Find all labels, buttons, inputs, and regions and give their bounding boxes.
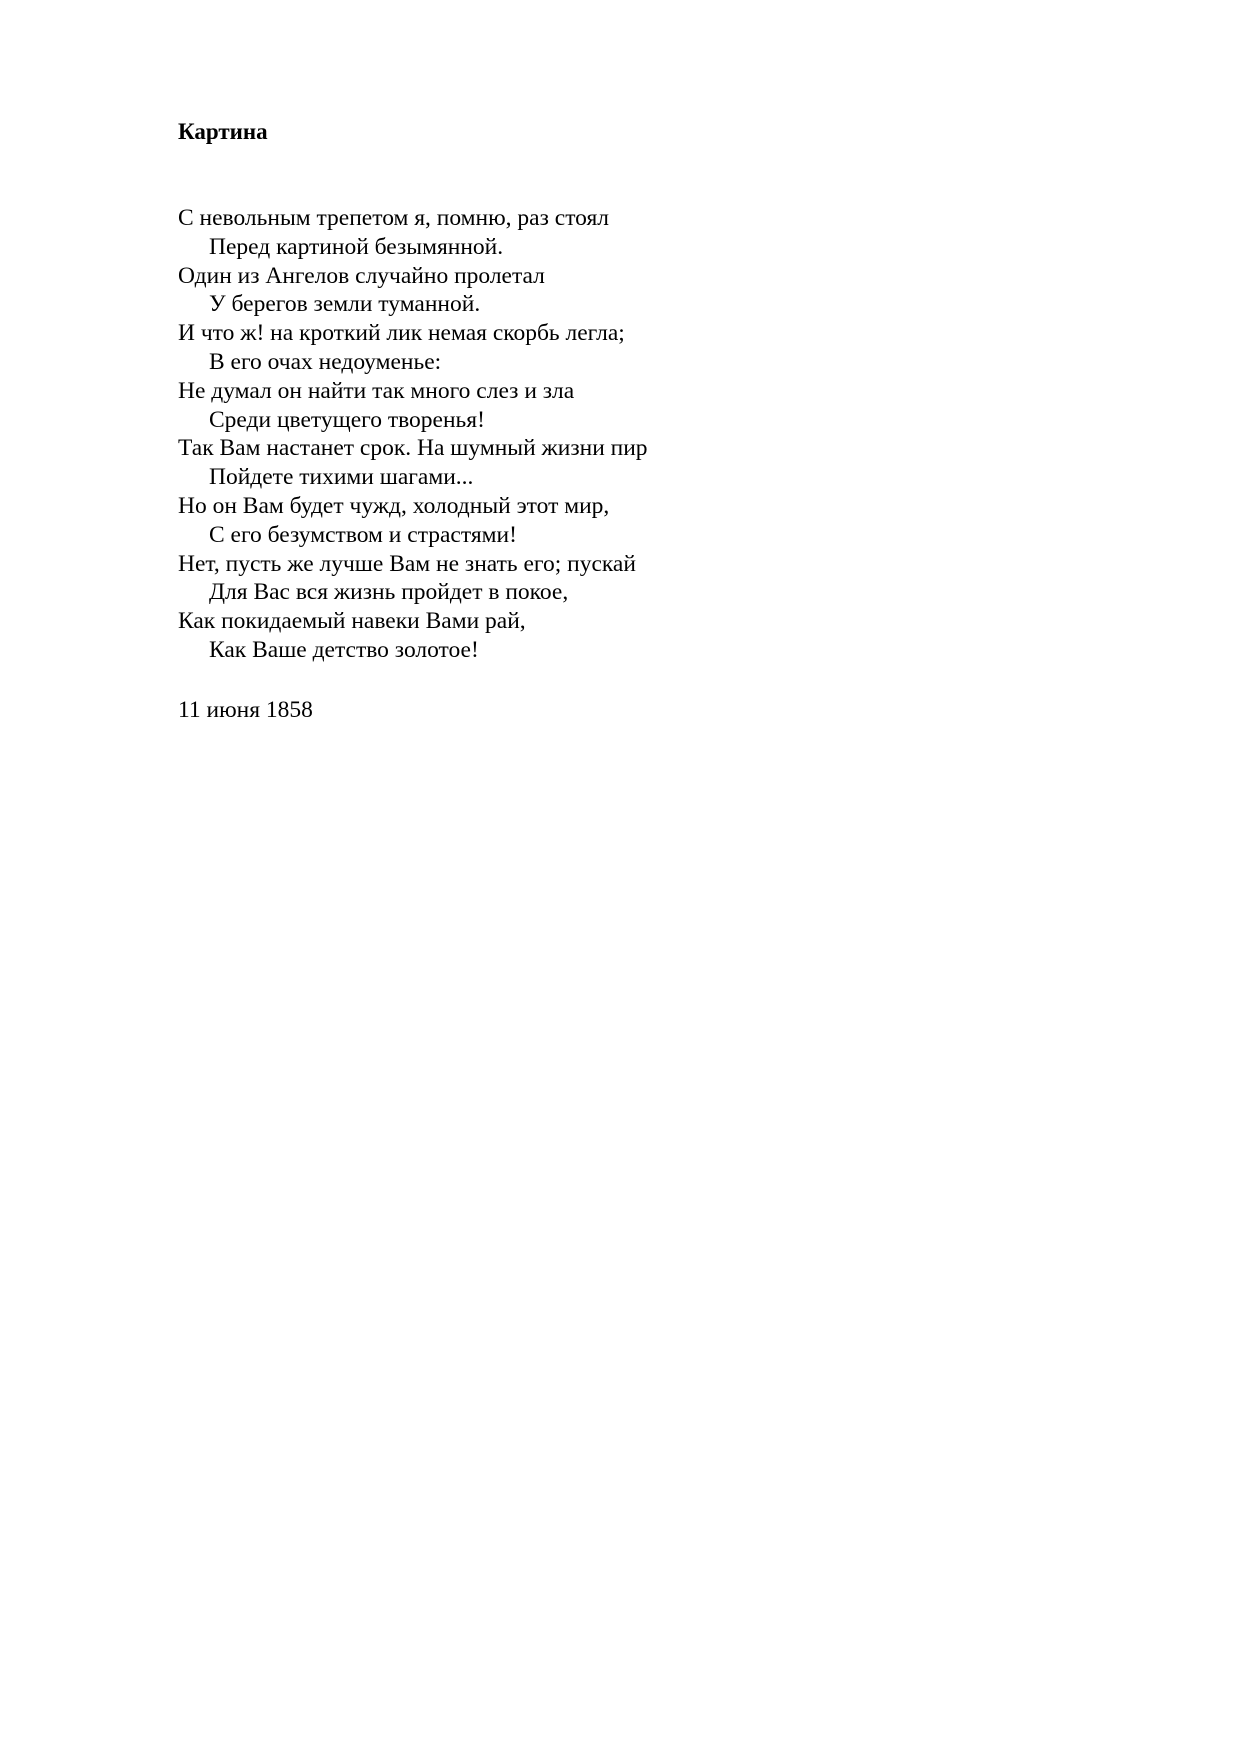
- poem-line: Как Ваше детство золотое!: [209, 636, 479, 663]
- poem-body: [178, 204, 648, 665]
- poem-line: С его безумством и страстями!: [209, 521, 517, 548]
- poem-line: Не думал он найти так много слез и зла: [178, 377, 575, 404]
- poem-line: Один из Ангелов случайно пролетал: [178, 262, 545, 289]
- poem-line: Но он Вам будет чужд, холодный этот мир,: [178, 492, 610, 519]
- poem-line: Нет, пусть же лучше Вам не знать его; пускай: [178, 550, 636, 577]
- poem-line: В его очах недоуменье:: [209, 348, 442, 375]
- poem-line: Среди цветущего творенья!: [209, 406, 485, 433]
- poem-line: Перед картиной безымянной.: [209, 233, 504, 260]
- poem-line: С невольным трепетом я, помню, раз стоял: [178, 205, 609, 231]
- poem-date: 11 июня 1858: [178, 697, 313, 723]
- poem-line: У берегов земли туманной.: [209, 291, 481, 318]
- poem-line: Пойдете тихими шагами...: [209, 464, 474, 491]
- poem-title: Картина: [178, 119, 268, 144]
- poem-line: Так Вам настанет срок. На шумный жизни пир: [178, 435, 648, 462]
- poem-line: И что ж! на кроткий лик немая скорбь легла;: [178, 320, 625, 347]
- poem-line: Как покидаемый навеки Вами рай,: [178, 608, 526, 635]
- poem-line: Для Вас вся жизнь пройдет в покое,: [209, 579, 569, 606]
